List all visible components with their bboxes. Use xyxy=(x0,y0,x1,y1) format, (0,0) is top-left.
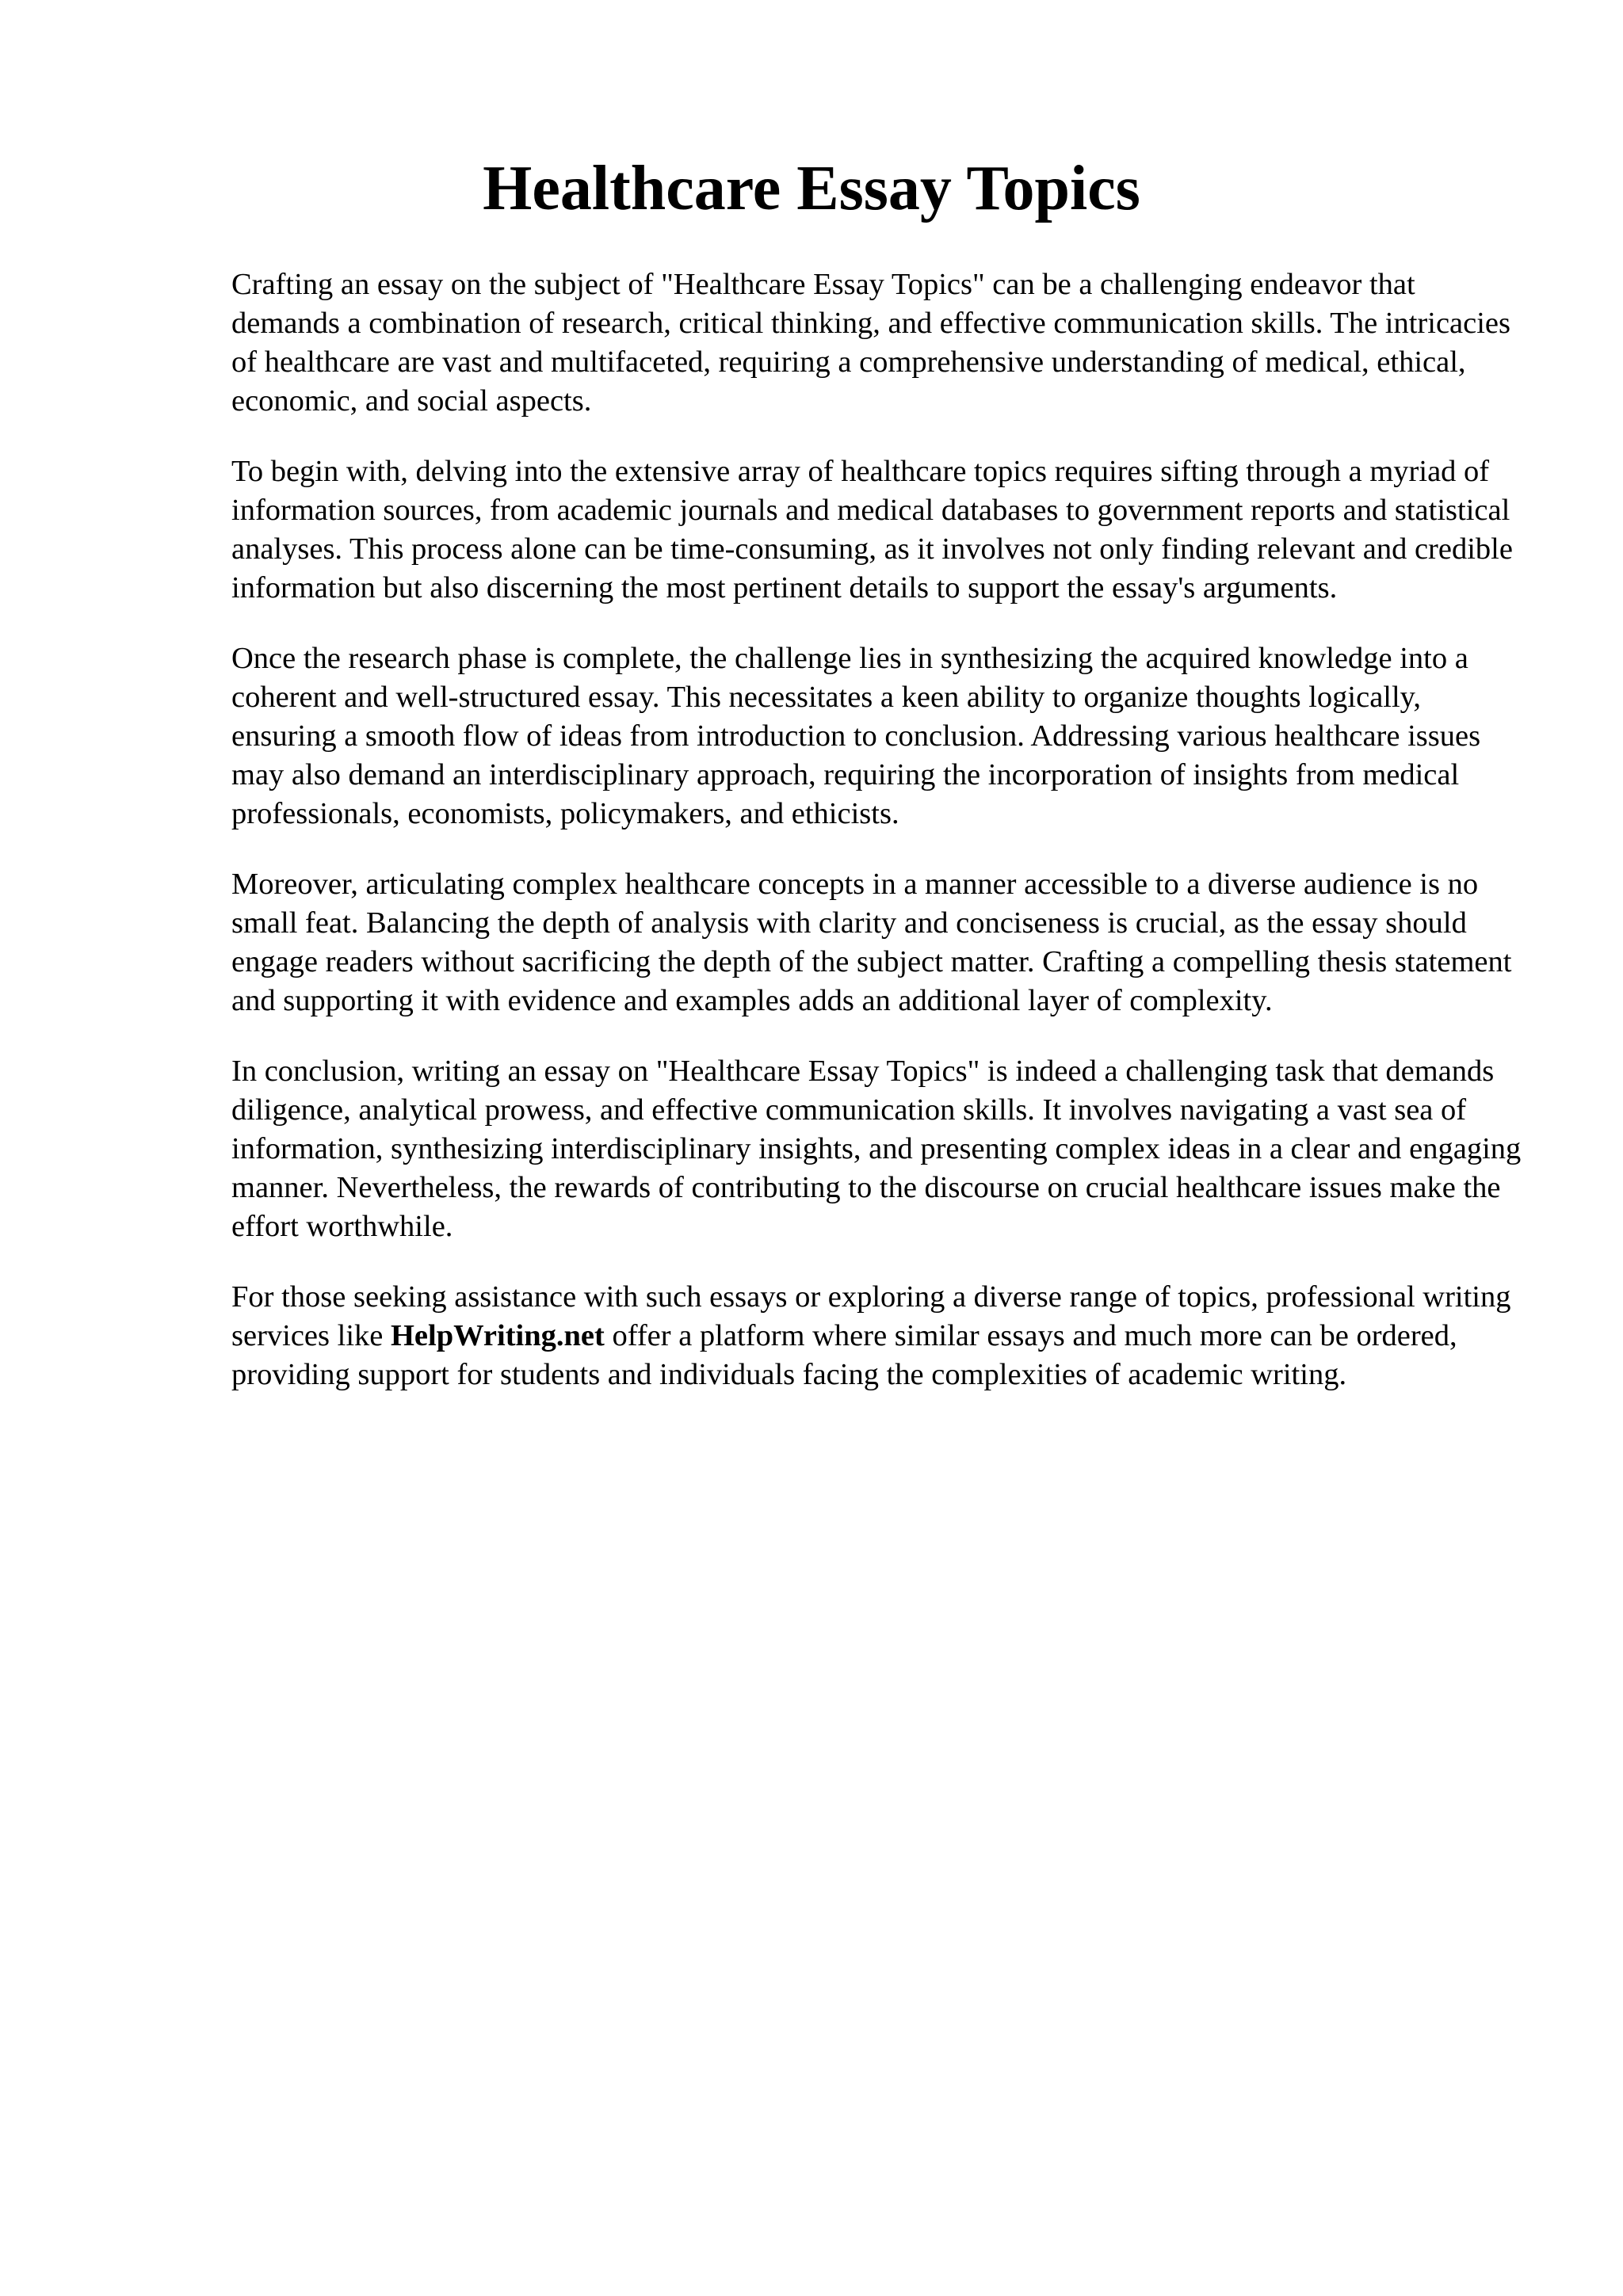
paragraph-conclusion: In conclusion, writing an essay on "Healthcare Essay Topics" is indeed a challenging task that demands diligence, analytical prowess, and effective communication skills. It involves navigating a vast sea of information, synthesizing interdisciplinary insights, and presenting complex ideas in a clear and engaging manner. Nevertheless, the rewards of contributing to the discourse on crucial healthcare issues make the effort worthwhile. xyxy=(231,1055,1522,1243)
assistance-text-after: offer a platform where similar essays and much more can be ordered, providing support for students and individuals facing the complexities of academic writing. xyxy=(231,1319,1457,1391)
assistance-text-before: For those seeking assistance with such essays or exploring a diverse range of topics, professional writing services like xyxy=(231,1280,1511,1352)
helpwriting-brand: HelpWriting.net xyxy=(390,1319,605,1352)
paragraph-research: To begin with, delving into the extensive array of healthcare topics requires sifting through a myriad of information sources, from academic journals and medical databases to government reports and statistical analyses. This process alone can be time-consuming, as it involves not only finding relevant and credible information but also discerning the most pertinent details to support the essay's arguments. xyxy=(231,455,1513,605)
paragraph-synthesis: Once the research phase is complete, the challenge lies in synthesizing the acquired knowledge into a coherent and well-structured essay. This necessitates a keen ability to organize thoughts logically, ensuring a smooth flow of ideas from introduction to conclusion. Addressing various healthcare issues may also demand an interdisciplinary approach, requiring the incorporation of insights from medical professionals, economists, policymakers, and ethicists. xyxy=(231,642,1481,830)
paragraph-intro: Crafting an essay on the subject of "Healthcare Essay Topics" can be a challenging endeavor that demands a combination of research, critical thinking, and effective communication skills. The intricacies of healthcare are vast and multifaceted, requiring a comprehensive understanding of medical, ethical, economic, and social aspects. xyxy=(231,268,1510,418)
paragraph-assistance xyxy=(231,1278,1531,1394)
essay-body xyxy=(231,265,1531,1426)
page-title: Healthcare Essay Topics xyxy=(483,154,1140,223)
paragraph-articulation: Moreover, articulating complex healthcare concepts in a manner accessible to a diverse audience is no small feat. Balancing the depth of analysis with clarity and conciseness is crucial, as the essay should engage readers without sacrificing the depth of the subject matter. Crafting a compelling thesis statement and supporting it with evidence and examples adds an additional layer of complexity. xyxy=(231,868,1512,1017)
